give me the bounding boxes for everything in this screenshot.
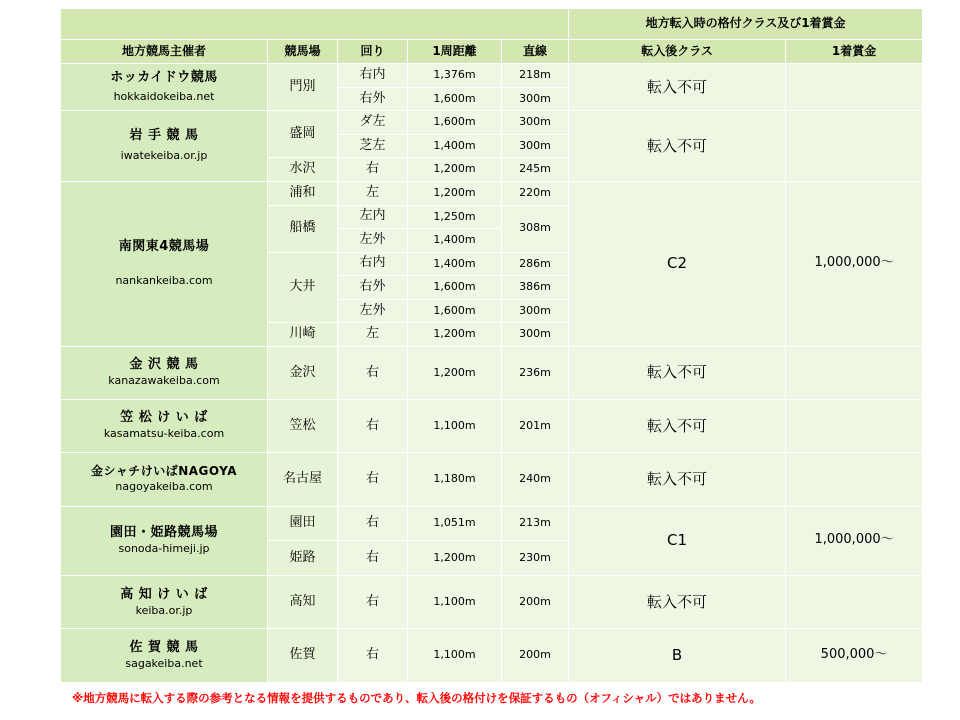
distance-cell: 1,400m <box>408 134 502 158</box>
straight-cell: 220m <box>502 182 569 206</box>
disclaimer-note: ※地方競馬に転入する際の参考となる情報を提供するものであり、転入後の格付けを保証するもの（オフィシャル）ではありません。 <box>72 691 761 705</box>
distance-cell: 1,600m <box>408 299 502 323</box>
table-row <box>61 111 923 135</box>
organizer-name: 園田・姫路競馬場 <box>109 525 218 541</box>
transfer-class-table <box>60 8 923 683</box>
turn-cell: 右 <box>338 400 408 453</box>
turn-cell: 右 <box>338 453 408 506</box>
organizer-cell <box>61 453 268 506</box>
venue-cell: 佐賀 <box>268 629 338 683</box>
distance-cell: 1,250m <box>408 205 502 229</box>
turn-cell: 右外 <box>338 87 408 111</box>
turn-cell: 右 <box>338 629 408 683</box>
organizer-cell <box>61 506 268 576</box>
distance-cell: 1,180m <box>408 453 502 506</box>
distance-cell: 1,100m <box>408 400 502 453</box>
class-cell: 転入不可 <box>569 576 786 629</box>
distance-cell: 1,200m <box>408 182 502 206</box>
organizer-name: 高 知 け い ば <box>120 586 208 602</box>
turn-cell: 芝左 <box>338 134 408 158</box>
turn-cell: 右 <box>338 541 408 576</box>
distance-cell: 1,400m <box>408 229 502 253</box>
venue-cell: 笠松 <box>268 400 338 453</box>
distance-cell: 1,051m <box>408 506 502 541</box>
straight-cell: 201m <box>502 400 569 453</box>
straight-cell: 300m <box>502 87 569 111</box>
organizer-url: kasamatsu-keiba.com <box>103 427 225 441</box>
distance-cell: 1,200m <box>408 346 502 399</box>
venue-cell: 水沢 <box>268 158 338 182</box>
organizer-cell <box>61 346 268 399</box>
organizer-name: 南関東4競馬場 <box>118 239 210 255</box>
col-header-distance: 1周距離 <box>408 39 502 64</box>
organizer-url: nagoyakeiba.com <box>115 480 213 494</box>
organizer-url: kanazawakeiba.com <box>108 374 220 388</box>
organizer-cell <box>61 182 268 347</box>
venue-cell: 名古屋 <box>268 453 338 506</box>
organizer-url: iwatekeiba.or.jp <box>120 149 208 163</box>
venue-cell: 浦和 <box>268 182 338 206</box>
prize-cell <box>786 111 923 182</box>
col-header-prize: 1着賞金 <box>786 39 923 64</box>
header-blank-cell <box>61 9 569 40</box>
prize-cell: 1,000,000～ <box>786 506 923 576</box>
organizer-name: 金 沢 競 馬 <box>129 357 199 373</box>
organizer-cell <box>61 64 268 111</box>
venue-cell: 船橋 <box>268 205 338 252</box>
prize-cell <box>786 453 923 506</box>
col-header-straight: 直線 <box>502 39 569 64</box>
prize-cell <box>786 64 923 111</box>
organizer-cell <box>61 400 268 453</box>
table-row <box>61 576 923 629</box>
table-row <box>61 182 923 206</box>
organizer-name: 笠 松 け い ば <box>120 410 208 426</box>
organizer-name: 金シャチけいばNAGOYA <box>90 464 238 479</box>
turn-cell: 右 <box>338 346 408 399</box>
turn-cell: ダ左 <box>338 111 408 135</box>
class-cell: B <box>569 629 786 683</box>
table-row <box>61 346 923 399</box>
straight-cell: 200m <box>502 576 569 629</box>
col-header-organizer: 地方競馬主催者 <box>61 39 268 64</box>
straight-cell: 300m <box>502 323 569 347</box>
prize-cell <box>786 400 923 453</box>
organizer-url: nankankeiba.com <box>115 274 213 288</box>
straight-cell: 300m <box>502 134 569 158</box>
organizer-name: ホッカイドウ競馬 <box>110 69 218 85</box>
class-cell: 転入不可 <box>569 453 786 506</box>
venue-cell: 高知 <box>268 576 338 629</box>
straight-cell: 386m <box>502 276 569 300</box>
straight-cell: 236m <box>502 346 569 399</box>
straight-cell: 240m <box>502 453 569 506</box>
class-cell: 転入不可 <box>569 64 786 111</box>
table-row <box>61 400 923 453</box>
distance-cell: 1,200m <box>408 323 502 347</box>
table-row <box>61 629 923 683</box>
venue-cell: 盛岡 <box>268 111 338 158</box>
col-header-class: 転入後クラス <box>569 39 786 64</box>
prize-cell: 500,000～ <box>786 629 923 683</box>
distance-cell: 1,100m <box>408 576 502 629</box>
prize-cell <box>786 576 923 629</box>
straight-cell: 218m <box>502 64 569 88</box>
turn-cell: 右 <box>338 576 408 629</box>
turn-cell: 右内 <box>338 64 408 88</box>
organizer-url: sagakeiba.net <box>125 656 203 670</box>
venue-cell: 姫路 <box>268 541 338 576</box>
venue-cell: 大井 <box>268 252 338 323</box>
organizer-url: hokkaidokeiba.net <box>113 90 215 104</box>
col-header-turn: 回り <box>338 39 408 64</box>
straight-cell: 230m <box>502 541 569 576</box>
distance-cell: 1,100m <box>408 629 502 683</box>
distance-cell: 1,600m <box>408 276 502 300</box>
turn-cell: 右外 <box>338 276 408 300</box>
class-cell: 転入不可 <box>569 400 786 453</box>
straight-cell: 200m <box>502 629 569 683</box>
straight-cell: 308m <box>502 205 569 252</box>
table-row <box>61 453 923 506</box>
straight-cell: 286m <box>502 252 569 276</box>
prize-cell: 1,000,000～ <box>786 182 923 347</box>
organizer-url: keiba.or.jp <box>135 603 193 617</box>
organizer-cell <box>61 576 268 629</box>
table-row <box>61 64 923 88</box>
distance-cell: 1,600m <box>408 87 502 111</box>
straight-cell: 300m <box>502 111 569 135</box>
table-row <box>61 506 923 541</box>
turn-cell: 左外 <box>338 299 408 323</box>
turn-cell: 左内 <box>338 205 408 229</box>
turn-cell: 右内 <box>338 252 408 276</box>
distance-cell: 1,200m <box>408 158 502 182</box>
turn-cell: 右 <box>338 158 408 182</box>
organizer-url: sonoda-himeji.jp <box>118 542 210 556</box>
venue-cell: 川崎 <box>268 323 338 347</box>
turn-cell: 左 <box>338 323 408 347</box>
prize-cell <box>786 346 923 399</box>
organizer-cell <box>61 111 268 182</box>
turn-cell: 右 <box>338 506 408 541</box>
class-cell: 転入不可 <box>569 346 786 399</box>
organizer-name: 佐 賀 競 馬 <box>129 639 199 655</box>
class-cell: C1 <box>569 506 786 576</box>
distance-cell: 1,200m <box>408 541 502 576</box>
venue-cell: 園田 <box>268 506 338 541</box>
organizer-name: 岩 手 競 馬 <box>129 128 199 144</box>
straight-cell: 300m <box>502 299 569 323</box>
venue-cell: 金沢 <box>268 346 338 399</box>
organizer-cell <box>61 629 268 683</box>
col-header-venue: 競馬場 <box>268 39 338 64</box>
section-title: 地方転入時の格付クラス及び1着賞金 <box>569 9 923 40</box>
distance-cell: 1,600m <box>408 111 502 135</box>
straight-cell: 213m <box>502 506 569 541</box>
class-cell: C2 <box>569 182 786 347</box>
straight-cell: 245m <box>502 158 569 182</box>
turn-cell: 左 <box>338 182 408 206</box>
distance-cell: 1,376m <box>408 64 502 88</box>
venue-cell: 門別 <box>268 64 338 111</box>
distance-cell: 1,400m <box>408 252 502 276</box>
class-cell: 転入不可 <box>569 111 786 182</box>
turn-cell: 左外 <box>338 229 408 253</box>
